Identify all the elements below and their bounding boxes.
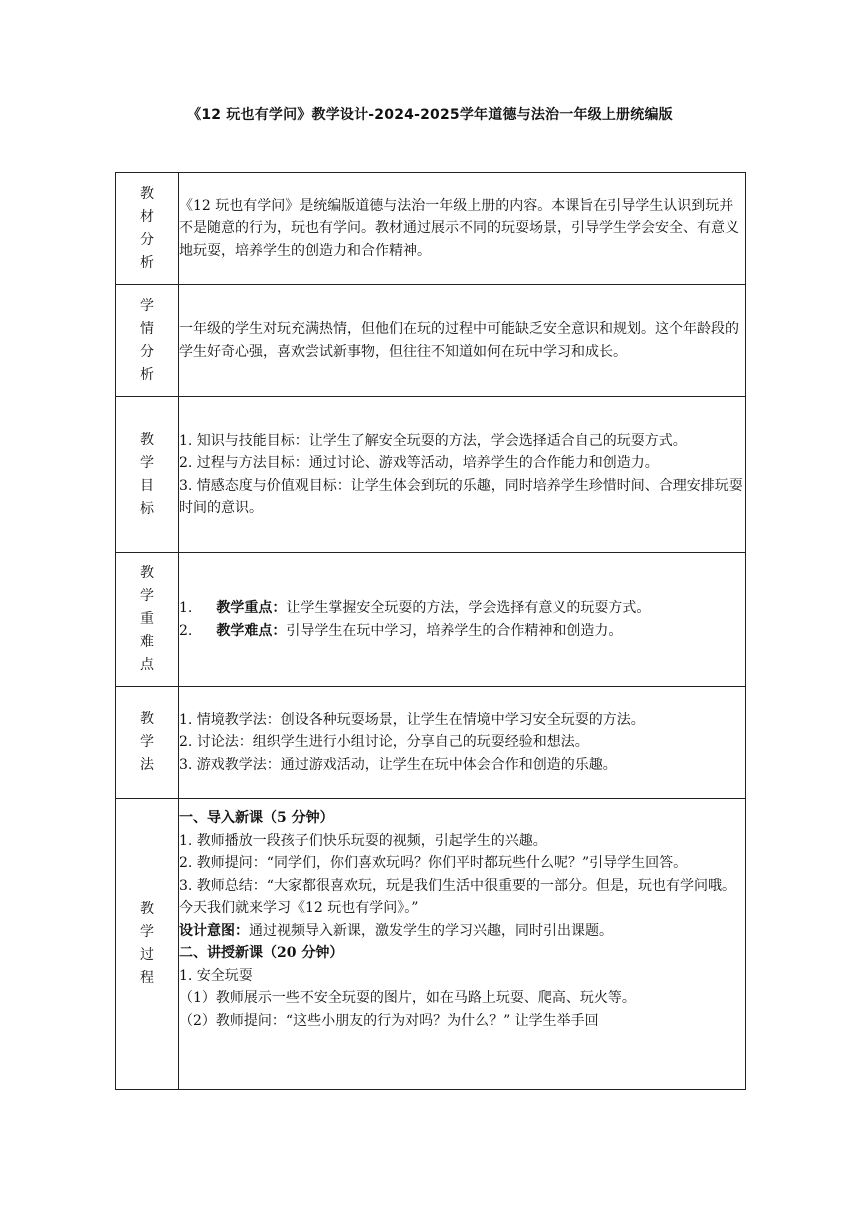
design-intent-text: 通过视频导入新课，激发学生的学习兴趣，同时引出课题。 [249, 922, 613, 939]
student-analysis-text: 一年级的学生对玩充满热情，但他们在玩的过程中可能缺乏安全意识和规划。这个年龄段的学生好奇心强，喜欢尝试新事物，但往往不知道如何在玩中学习和成长。 [179, 321, 739, 360]
label-char: 点 [140, 657, 154, 673]
label-char: 学 [140, 734, 154, 750]
label-char: 情 [140, 320, 154, 337]
key-point-item [179, 597, 745, 620]
method-item: 1. 情境教学法：创设各种玩耍场景，让学生在情境中学习安全玩耍的方法。 [179, 711, 645, 728]
table-row-teaching-objectives [116, 397, 746, 553]
item-number: 1. [179, 600, 193, 616]
key-difficult-points-content [179, 553, 746, 687]
row-label-student-analysis [116, 285, 179, 397]
label-char: 分 [140, 231, 154, 248]
student-analysis-content [179, 285, 746, 397]
process-step: （2）教师提问：“这些小朋友的行为对吗？为什么？” 让学生举手回 [179, 1012, 599, 1029]
method-item: 2. 讨论法：组织学生进行小组讨论，分享自己的玩耍经验和想法。 [179, 734, 589, 751]
process-subheading: 1. 安全玩耍 [179, 967, 253, 984]
row-label-teaching-process [116, 799, 179, 1090]
label-char: 程 [140, 970, 154, 986]
table-row-student-analysis [116, 285, 746, 397]
lesson-plan-table [115, 172, 746, 1090]
process-step: 1. 教师播放一段孩子们快乐玩耍的视频，引起学生的兴趣。 [179, 832, 547, 849]
label-char: 教 [140, 901, 154, 917]
label-char: 教 [140, 711, 154, 727]
row-label-teaching-objectives [116, 397, 179, 553]
row-label-key-difficult-points [116, 553, 179, 687]
design-intent-label: 设计意图： [179, 922, 249, 939]
teaching-objectives-content [179, 397, 746, 553]
method-item: 3. 游戏教学法：通过游戏活动，让学生在玩中体会合作和创造的乐趣。 [179, 756, 617, 773]
objective-item: 1. 知识与技能目标：让学生了解安全玩耍的方法，学会选择适合自己的玩耍方式。 [179, 432, 687, 449]
label-char: 目 [140, 477, 154, 494]
objective-item: 3. 情感态度与价值观目标：让学生体会到玩的乐趣，同时培养学生珍惜时间、合理安排玩耍时间的意识。 [179, 477, 743, 516]
textbook-analysis-content [179, 173, 746, 285]
label-char: 教 [140, 565, 154, 581]
item-number: 2. [179, 622, 193, 639]
teaching-process-text [179, 807, 745, 1087]
label-char: 重 [140, 611, 154, 627]
objective-item: 2. 过程与方法目标：通过讨论、游戏等活动，培养学生的合作能力和创造力。 [179, 455, 659, 471]
label-char: 学 [140, 924, 154, 940]
label-char: 学 [140, 297, 154, 314]
table-row-key-difficult-points [116, 553, 746, 687]
key-point-text: 让学生掌握安全玩耍的方法，学会选择有意义的玩耍方式。 [286, 600, 651, 616]
document-title: 《12 玩也有学问》教学设计-2024-2025学年道德与法治一年级上册统编版 [187, 107, 673, 123]
teaching-methods-content [179, 687, 746, 799]
table-row-teaching-methods [116, 687, 746, 799]
label-char: 难 [140, 634, 154, 650]
label-char: 教 [140, 431, 154, 448]
difficult-point-item [179, 620, 745, 643]
process-step: 2. 教师提问：“同学们，你们喜欢玩吗？你们平时都玩些什么呢？”引导学生回答。 [179, 855, 688, 871]
difficult-point-text: 引导学生在玩中学习，培养学生的合作精神和创造力。 [286, 622, 623, 639]
label-char: 学 [140, 588, 154, 604]
label-char: 标 [140, 500, 154, 517]
section-heading: 一、导入新课（5 分钟） [179, 810, 334, 826]
label-char: 教 [140, 185, 154, 202]
label-char: 分 [140, 343, 154, 360]
textbook-analysis-text: 《12 玩也有学问》是统编版道德与法治一年级上册的内容。本课旨在引导学生认识到玩并不是随意的行为，玩也有学问。教材通过展示不同的玩耍场景，引导学生学会安全、有意义地玩耍，培养学生的创造力和合作精神。 [179, 197, 739, 259]
label-char: 材 [140, 208, 154, 225]
process-step: （1）教师展示一些不安全玩耍的图片，如在马路上玩耍、爬高、玩火等。 [179, 990, 636, 1006]
table-row-teaching-process [116, 799, 746, 1090]
row-label-textbook-analysis [116, 173, 179, 285]
label-char: 过 [140, 947, 154, 963]
label-char: 析 [140, 254, 154, 271]
table-row-textbook-analysis [116, 173, 746, 285]
label-char: 析 [140, 366, 154, 383]
row-label-teaching-methods [116, 687, 179, 799]
section-heading: 二、讲授新课（20 分钟） [179, 945, 344, 961]
label-char: 法 [140, 757, 154, 773]
difficult-point-label: 教学难点： [216, 622, 287, 639]
process-step: 3. 教师总结：“大家都很喜欢玩，玩是我们生活中很重要的一部分。但是，玩也有学问哦。今天我们就来学习《12 玩也有学问》。” [179, 877, 736, 916]
label-char: 学 [140, 454, 154, 471]
design-intent [179, 920, 745, 943]
key-point-label: 教学重点： [216, 600, 287, 616]
teaching-process-content [179, 799, 746, 1090]
